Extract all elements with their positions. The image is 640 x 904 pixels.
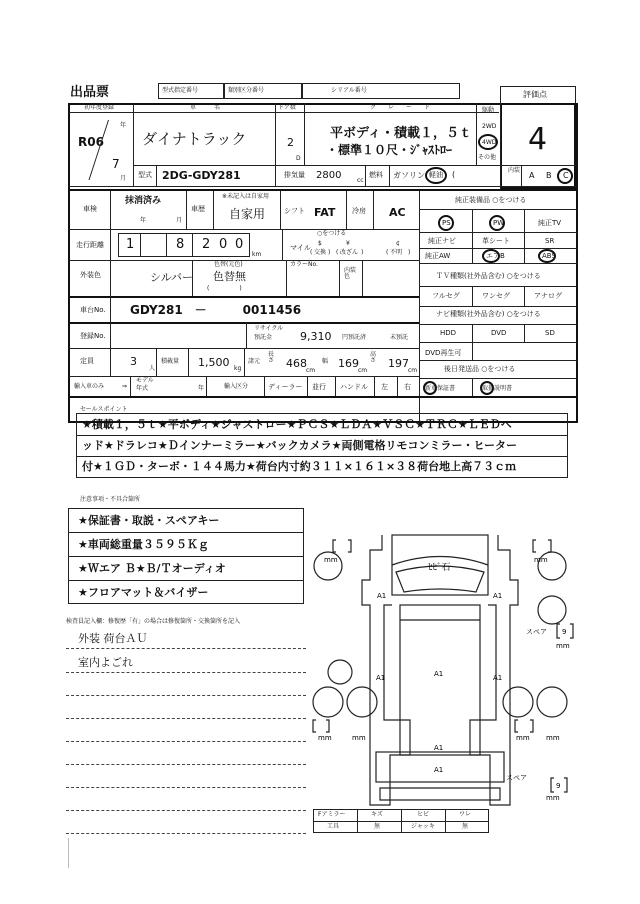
mark-a1-5: A1 — [434, 744, 444, 752]
svg-text:mm: mm — [556, 642, 570, 650]
mark-a1-1: A1 — [377, 592, 387, 600]
id-box-3: シリアル番号 — [302, 83, 460, 99]
sales-line-1: ★積載１，５ｔ★平ボディ★ジャストロー★ＰＣＳ★ＬＤＡ★ＶＳＣ★ＴＲＣ★ＬＥＤヘ — [82, 418, 512, 431]
usage-value: 自家用 — [229, 207, 266, 221]
id-box-1: 型式指定番号 — [158, 83, 224, 99]
spare-label-top: スペア — [526, 628, 547, 636]
mark-a1-3: A1 — [493, 592, 503, 600]
mark-a1-4: A1 — [493, 674, 503, 682]
mark-a1-7: A1 — [434, 670, 444, 678]
svg-text:mm: mm — [516, 734, 530, 742]
drive-selected-circle — [478, 134, 498, 150]
note-line-3: ★Ｗエア Ｂ★Ｂ/Ｔオーディオ — [78, 562, 226, 575]
chassis-number: GDY281 － 0011456 — [130, 303, 302, 317]
ac-value: AC — [389, 206, 406, 219]
svg-text:mm: mm — [534, 556, 548, 564]
height-value: 197 — [388, 357, 409, 370]
displacement: 2800 — [316, 170, 342, 181]
mileage-digit-4: 0 — [219, 237, 228, 252]
car-name: ダイナトラック — [142, 130, 247, 148]
grade-points-value: 4 — [528, 122, 548, 157]
first-reg-month: 7 — [112, 157, 120, 171]
id-box-2: 類別区分番号 — [224, 83, 302, 99]
windshield-note: ﾋﾋﾞ石 — [428, 563, 451, 573]
capacity: 3 — [130, 355, 137, 368]
note-line-4: ★フロアマット＆バイザー — [78, 586, 209, 599]
first-reg-year: R06 — [78, 135, 104, 149]
grade-line-1: 平ボディ・積載１，５ｔ — [330, 126, 472, 141]
svg-text:mm: mm — [324, 556, 338, 564]
length-value: 468 — [286, 357, 307, 370]
mileage-digit-5: 0 — [235, 237, 244, 252]
vehicle-damage-diagram — [300, 510, 580, 840]
grade-line-2: ・標準１０尺・ｼﾞｬｽﾄﾛｰ — [326, 143, 453, 157]
mileage-digit-2: 8 — [176, 237, 185, 252]
inspector-line-2: 室内よごれ — [78, 656, 133, 669]
document-title: 出品票 — [70, 85, 110, 100]
mileage-digit-1: 1 — [126, 237, 135, 252]
doors-value: 2 — [287, 136, 294, 149]
svg-text:mm: mm — [318, 734, 332, 742]
note-line-2: ★車両総重量３５９５Ｋｇ — [78, 538, 209, 551]
mileage-digit-3: 2 — [202, 237, 211, 252]
shift-value: FAT — [314, 206, 336, 219]
width-value: 169 — [338, 357, 359, 370]
recycle-fee: 9,310 — [300, 330, 332, 343]
color-change-value: 色替無 — [213, 270, 246, 283]
spare-label-bottom: スペア — [506, 774, 527, 782]
mark-a1-2: A1 — [376, 674, 386, 682]
inspection-value: 抹消済み — [125, 196, 162, 206]
grade-points-header: 評価点 — [500, 86, 576, 104]
mark-a1-6: A1 — [434, 766, 444, 774]
svg-text:mm: mm — [352, 734, 366, 742]
sales-line-2: ッド★ドラレコ★Ｄインナーミラー★バックカメラ★両側電格リモコンミラー・ヒーター — [82, 439, 518, 452]
sales-line-3: 付★１ＧＤ・ターボ・１４４馬力★荷台内寸約３１１×１６１×３８荷台地上高７３ｃｍ — [82, 460, 517, 473]
load-capacity: 1,500 — [198, 356, 230, 369]
svg-text:mm: mm — [546, 734, 560, 742]
inspector-line-1: 外装 荷台ＡＵ — [78, 632, 148, 645]
svg-text:9: 9 — [562, 628, 567, 636]
inner-grade-circle — [557, 168, 573, 184]
svg-text:mm: mm — [546, 794, 560, 802]
svg-text:9: 9 — [556, 782, 561, 790]
color-value: シルバー — [150, 271, 193, 284]
note-line-1: ★保証書・取説・スペアキー — [78, 514, 220, 527]
fuel-selected-circle — [425, 167, 447, 184]
model-code: 2DG-GDY281 — [162, 169, 241, 182]
